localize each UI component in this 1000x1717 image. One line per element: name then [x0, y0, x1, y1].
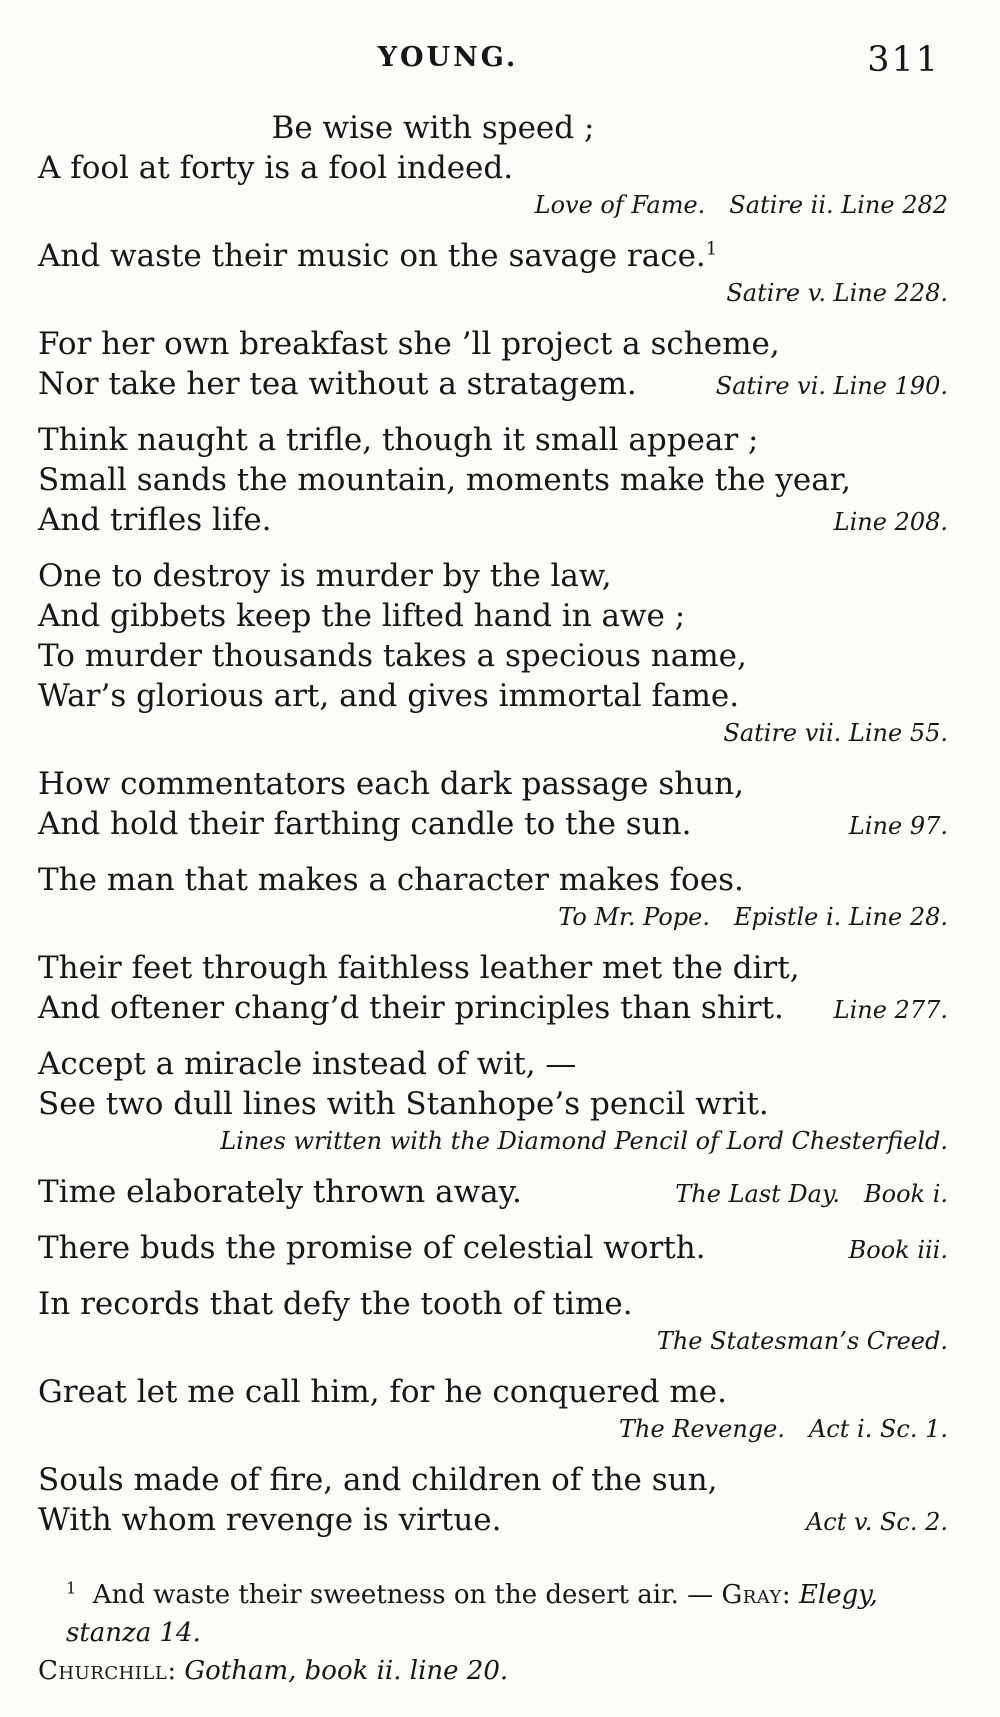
- quote-text: In records that defy the tooth of time.: [38, 1286, 633, 1322]
- quote-line: [38, 596, 948, 636]
- quote-text: Be wise with speed ;: [271, 110, 595, 146]
- quote-text: And trifles life.: [38, 502, 272, 538]
- quote-text: Think naught a trifle, though it small appear ;: [38, 422, 759, 458]
- footnote-text: Gotham, book ii. line 20.: [184, 1656, 509, 1686]
- quote-citation: Lines written with the Diamond Pencil of Lord Chesterfield.: [220, 1127, 948, 1155]
- quote-line: [38, 364, 948, 406]
- quote-line: [38, 636, 948, 676]
- quote-entry: [38, 556, 948, 750]
- quote-line: [38, 1500, 948, 1542]
- quote-citation: Satire vi. Line 190.: [715, 372, 948, 400]
- quote-text: Small sands the mountain, moments make the year,: [38, 462, 851, 498]
- footnote-text: :: [781, 1580, 799, 1610]
- quote-text: For her own breakfast she ’ll project a scheme,: [38, 326, 780, 362]
- page-title: YOUNG.: [377, 42, 519, 73]
- quote-text: How commentators each dark passage shun,: [38, 766, 744, 802]
- footnotes: [38, 1576, 948, 1690]
- footnote-text: :: [167, 1656, 185, 1686]
- quote-text: With whom revenge is virtue.: [38, 1502, 502, 1538]
- quote-citation: The Revenge. Act i. Sc. 1.: [618, 1415, 948, 1443]
- quote-text: And oftener chang’d their principles than shirt.: [38, 990, 784, 1026]
- quote-text: Time elaborately thrown away.: [38, 1174, 522, 1210]
- quote-line: [38, 948, 948, 988]
- quotes-list: [38, 108, 948, 1542]
- footnote-text: Churchill: [38, 1656, 168, 1686]
- quote-text: And waste their music on the savage race.$^1$: [38, 238, 718, 274]
- page-number: 311: [867, 40, 940, 80]
- quote-text: Nor take her tea without a stratagem.: [38, 366, 637, 402]
- quote-line: [38, 860, 948, 900]
- quote-line: [38, 1372, 948, 1412]
- quote-citation: Satire vii. Line 55.: [723, 719, 948, 747]
- quote-text: Their feet through faithless leather met the dirt,: [38, 950, 800, 986]
- quote-citation: The Statesman’s Creed.: [656, 1327, 948, 1355]
- footnote-text: Gray: [721, 1580, 782, 1610]
- quote-entry: [38, 1460, 948, 1542]
- footnote-text: Elegy, stanza 14.: [66, 1580, 887, 1648]
- quote-line: [38, 420, 948, 460]
- quote-entry: [38, 108, 948, 222]
- quote-text: To murder thousands takes a specious name,: [38, 638, 747, 674]
- quote-entry: [38, 236, 948, 310]
- footnote-line: [38, 1576, 948, 1652]
- quote-text: And gibbets keep the lifted hand in awe ;: [38, 598, 686, 634]
- quote-citation: Love of Fame. Satire ii. Line 282: [534, 191, 948, 219]
- quote-entry: [38, 948, 948, 1030]
- quote-line: [38, 1044, 948, 1084]
- quote-entry: [38, 1228, 948, 1270]
- quote-entry: [38, 1372, 948, 1446]
- quote-citation: Line 277.: [833, 996, 948, 1024]
- quote-line: [38, 148, 948, 188]
- quote-text: Great let me call him, for he conquered me.: [38, 1374, 727, 1410]
- quote-text: There buds the promise of celestial worth.: [38, 1230, 706, 1266]
- quote-citation: Line 97.: [848, 812, 948, 840]
- quote-citation: Satire v. Line 228.: [726, 279, 948, 307]
- quote-line: [38, 804, 948, 846]
- quote-line: [38, 460, 948, 500]
- quote-text: And hold their farthing candle to the sun.: [38, 806, 692, 842]
- quote-text: War’s glorious art, and gives immortal fame.: [38, 678, 740, 714]
- quote-text: One to destroy is murder by the law,: [38, 558, 612, 594]
- quote-text: The man that makes a character makes foes.: [38, 862, 744, 898]
- quote-entry: [38, 764, 948, 846]
- running-head: [38, 40, 948, 82]
- quote-text: See two dull lines with Stanhope’s pencil writ.: [38, 1086, 769, 1122]
- quote-citation: Line 208.: [833, 508, 948, 536]
- quote-citation: Book iii.: [848, 1236, 948, 1264]
- quote-line: [38, 676, 948, 716]
- quote-line: [38, 764, 948, 804]
- quote-line: [38, 1228, 948, 1270]
- footnote-ref: 1: [705, 238, 718, 260]
- quote-line: [38, 1172, 948, 1214]
- quote-text: Souls made of fire, and children of the sun,: [38, 1462, 718, 1498]
- footnote-marker: 1: [66, 1578, 77, 1598]
- quote-entry: [38, 420, 948, 542]
- footnote-line: [38, 1652, 948, 1690]
- quote-entry: [38, 324, 948, 406]
- footnote-text: And waste their sweetness on the desert air. —: [76, 1580, 722, 1610]
- quote-line: [38, 500, 948, 542]
- quote-line: [38, 988, 948, 1030]
- quote-line: [38, 324, 948, 364]
- quote-entry: [38, 1044, 948, 1158]
- quote-citation: Act v. Sc. 2.: [805, 1508, 948, 1536]
- quote-line: [38, 1284, 948, 1324]
- quote-entry: [38, 860, 948, 934]
- quote-text: A fool at forty is a fool indeed.: [38, 150, 514, 186]
- quote-line: [38, 556, 948, 596]
- quote-entry: [38, 1172, 948, 1214]
- quote-entry: [38, 1284, 948, 1358]
- quote-line: [38, 108, 948, 148]
- quote-citation: The Last Day. Book i.: [675, 1180, 948, 1208]
- quote-line: [38, 236, 948, 276]
- quote-line: [38, 1460, 948, 1500]
- quote-line: [38, 1084, 948, 1124]
- quote-citation: To Mr. Pope. Epistle i. Line 28.: [558, 903, 948, 931]
- quote-text: Accept a miracle instead of wit, —: [38, 1046, 577, 1082]
